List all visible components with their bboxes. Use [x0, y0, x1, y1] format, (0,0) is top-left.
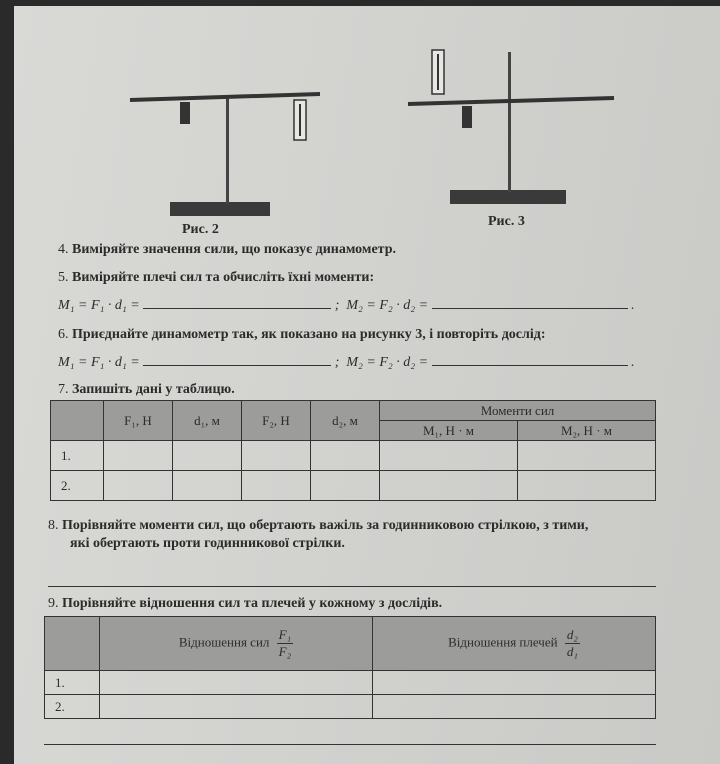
- moments-header: Моменти сил: [380, 401, 656, 421]
- force-ratio-header: Відношення сил $\frac{\text{F₁}}{\text{F₂}}$: [100, 617, 373, 671]
- fig3-base: [450, 190, 566, 204]
- table-cell[interactable]: [242, 441, 311, 471]
- fig3-weight: [462, 106, 472, 128]
- col-f2: F₂, Н: [242, 401, 311, 441]
- table-cell[interactable]: [373, 671, 656, 695]
- step-8-cont: які обертають проти годинникової стрілки.: [70, 536, 345, 551]
- table-row: 2.: [45, 695, 656, 719]
- step-7: 7. Запишіть дані у таблицю.: [58, 382, 235, 397]
- workbook-page: [14, 6, 720, 764]
- table-cell[interactable]: [100, 671, 373, 695]
- figure-2-lever: [124, 82, 324, 227]
- table-cell[interactable]: [242, 471, 311, 501]
- bottom-answer-line[interactable]: [44, 744, 656, 745]
- col-m1: M₁, Н · м: [380, 421, 518, 441]
- step-9: 9. Порівняйте відношення сил та плечей у кожному з дослідів.: [48, 596, 443, 611]
- force-ratio-fraction: $\frac{\text{F₁}}{\text{F₂}}$: [278, 627, 292, 659]
- step-6-formulas: M₁ = F₁ · d₁ = ; M₂ = F₂ · d₂ = .: [58, 355, 635, 370]
- table-row: 1.: [51, 441, 656, 471]
- table-cell[interactable]: [518, 471, 656, 501]
- step-6: 6. Приєднайте динамометр так, як показано на рисунку 3, і повторіть дослід:: [58, 327, 546, 342]
- col-f1: F₁, Н: [104, 401, 173, 441]
- table-cell[interactable]: [104, 471, 173, 501]
- table-cell[interactable]: [311, 471, 380, 501]
- arm-ratio-header: Відношення плечей $\frac{\text{d₂}}{\text{d₁}}$: [373, 617, 656, 671]
- table-cell[interactable]: [173, 441, 242, 471]
- m2-answer-blank[interactable]: [432, 308, 628, 309]
- col-d2: d₂, м: [311, 401, 380, 441]
- fig2-base: [170, 202, 270, 216]
- m1-answer-blank[interactable]: [143, 308, 331, 309]
- col-m2: M₂, Н · м: [518, 421, 656, 441]
- m1-answer-blank-2[interactable]: [143, 365, 331, 366]
- table-row: 1.: [45, 671, 656, 695]
- data-table: [50, 400, 656, 501]
- table-cell[interactable]: [518, 441, 656, 471]
- figure-3-lever: [404, 44, 624, 214]
- step-8: 8. Порівняйте моменти сил, що обертають важіль за годинниковою стрілкою, з тими,: [48, 518, 589, 533]
- table-cell[interactable]: [173, 471, 242, 501]
- step-8-answer-line[interactable]: [48, 586, 656, 587]
- table-cell[interactable]: [380, 471, 518, 501]
- fig2-caption: Рис. 2: [182, 222, 219, 237]
- step-4: 4. Виміряйте значення сили, що показує динамометр.: [58, 242, 397, 257]
- fig3-caption: Рис. 3: [488, 214, 525, 229]
- arm-ratio-fraction: $\frac{\text{d₂}}{\text{d₁}}$: [566, 627, 578, 659]
- fig2-weight: [180, 102, 190, 124]
- table-cell[interactable]: [104, 441, 173, 471]
- m2-answer-blank-2[interactable]: [432, 365, 628, 366]
- table-cell[interactable]: [311, 441, 380, 471]
- ratio-table: [44, 616, 656, 719]
- table-cell[interactable]: [100, 695, 373, 719]
- step-5-formulas: M₁ = F₁ · d₁ = ; M₂ = F₂ · d₂ = .: [58, 298, 635, 313]
- table-cell[interactable]: [380, 441, 518, 471]
- step-5: 5. Виміряйте плечі сил та обчисліть їхні моменти:: [58, 270, 375, 285]
- col-d1: d₁, м: [173, 401, 242, 441]
- table-cell[interactable]: [373, 695, 656, 719]
- table-row: 2.: [51, 471, 656, 501]
